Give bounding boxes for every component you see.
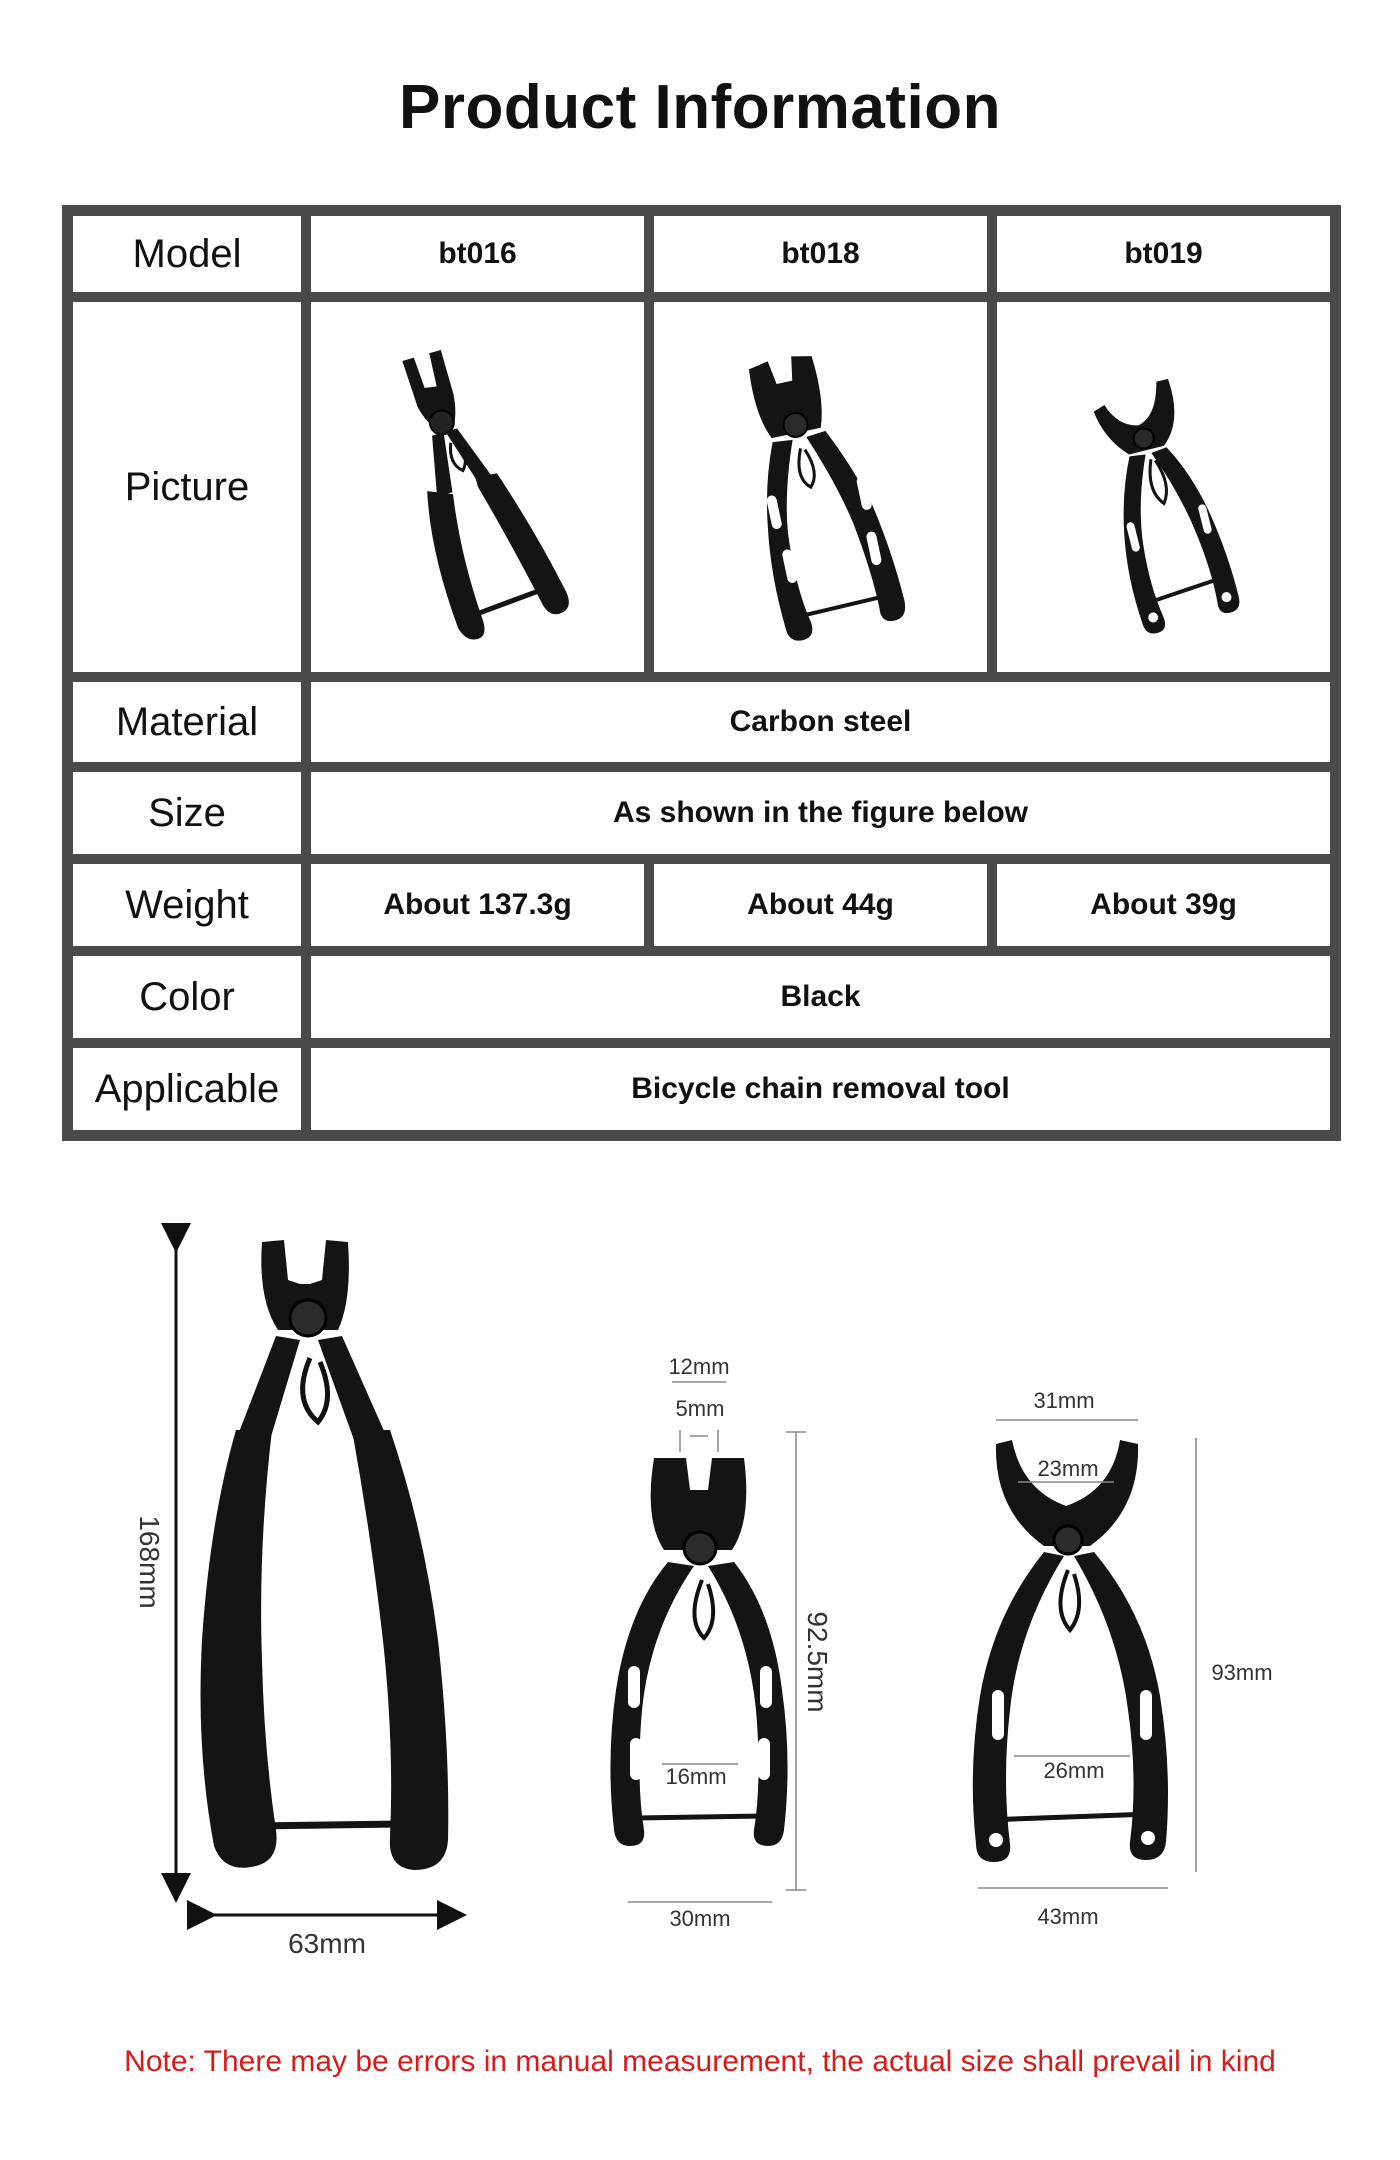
bt019-height-label: 93mm	[1211, 1660, 1273, 1685]
row-color	[68, 951, 1335, 1043]
size-value: As shown in the figure below	[306, 767, 1335, 859]
chain-tool-bt018-icon	[671, 317, 971, 657]
product-info-table	[62, 205, 1341, 1141]
page-title: Product Information	[399, 73, 1001, 142]
bt019-bottom-width-label: 43mm	[1037, 1904, 1099, 1929]
model-bt019: bt019	[992, 211, 1335, 297]
picture-bt016	[306, 297, 649, 677]
label-size: Size	[68, 767, 306, 859]
picture-bt018	[649, 297, 992, 677]
row-applicable	[68, 1043, 1335, 1135]
model-bt016: bt016	[306, 211, 649, 297]
bt016-height-label: 168mm	[134, 1515, 165, 1609]
bt018-top-outer-label: 12mm	[668, 1354, 730, 1379]
chain-tool-bt016-icon	[328, 317, 628, 657]
row-weight	[68, 859, 1335, 951]
label-applicable: Applicable	[68, 1043, 306, 1135]
label-model: Model	[68, 211, 306, 297]
bt018-top-inner-label: 5mm	[675, 1396, 725, 1421]
size-diagram	[0, 1190, 1400, 1960]
bt018-handle-gap-label: 16mm	[665, 1764, 727, 1789]
bt019-top-inner-label: 23mm	[1037, 1456, 1099, 1481]
chain-tool-bt019-icon	[1014, 317, 1314, 657]
label-weight: Weight	[68, 859, 306, 951]
label-material: Material	[68, 677, 306, 767]
measurement-note: Note: There may be errors in manual measurement, the actual size shall prevail in kind	[124, 2045, 1276, 2078]
bt019-handle-gap-label: 26mm	[1043, 1758, 1105, 1783]
applicable-value: Bicycle chain removal tool	[306, 1043, 1335, 1135]
row-material	[68, 677, 1335, 767]
row-picture	[68, 297, 1335, 677]
weight-bt018: About 44g	[649, 859, 992, 951]
color-value: Black	[306, 951, 1335, 1043]
chain-tool-bt016-large-icon	[201, 1240, 449, 1870]
row-size	[68, 767, 1335, 859]
weight-bt019: About 39g	[992, 859, 1335, 951]
label-picture: Picture	[68, 297, 306, 677]
tool-bt016-diagram	[134, 1238, 452, 1959]
material-value: Carbon steel	[306, 677, 1335, 767]
bt018-bottom-width-label: 30mm	[669, 1906, 731, 1931]
picture-bt019	[992, 297, 1335, 677]
model-bt018: bt018	[649, 211, 992, 297]
tool-bt019-diagram	[973, 1388, 1273, 1929]
bt016-width-label: 63mm	[288, 1928, 366, 1959]
bt019-top-outer-label: 31mm	[1033, 1388, 1095, 1413]
tool-bt018-diagram	[610, 1354, 833, 1931]
bt018-height-label: 92.5mm	[802, 1611, 833, 1713]
label-color: Color	[68, 951, 306, 1043]
weight-bt016: About 137.3g	[306, 859, 649, 951]
row-model	[68, 211, 1335, 297]
chain-tool-bt019-large-icon	[973, 1440, 1168, 1862]
